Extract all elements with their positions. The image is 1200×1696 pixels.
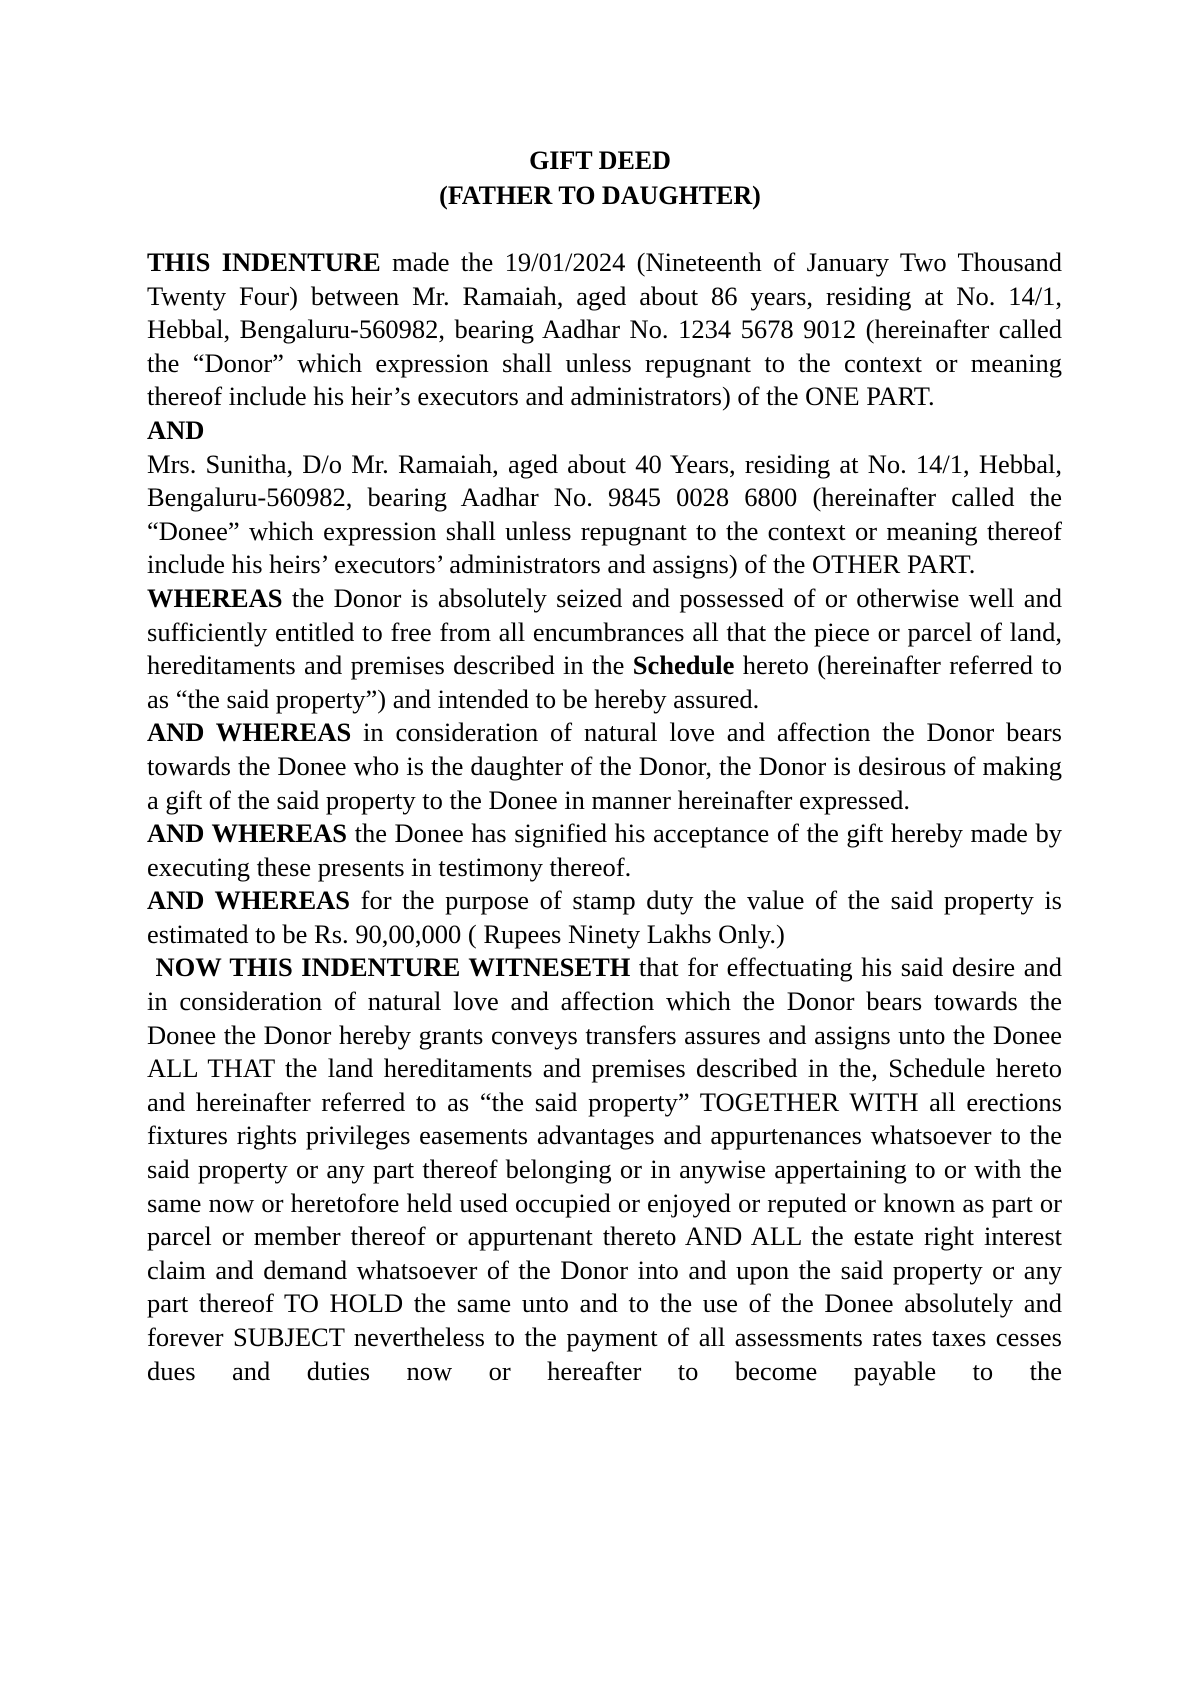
and-whereas-love-text: in consideration of natural love and affection the Donor bears towards the Donee who is the daughter of the Donor, the Donor is desirous of making a gift of the said property to the Donee in manner hereinafter expressed. (147, 717, 1062, 815)
indenture-text: made the 19/01/2024 (Nineteenth of January Two Thousand Twenty Four) between Mr. Ramaiah, aged about 86 years, residing at No. 14/1, Hebbal, Bengaluru-560982, bearing Aadhar No. 1234 5678 9012 (hereinafter called the “Donor” which expression shall unless repugnant to the context or meaning thereof include his heir’s executors and administrators) of the ONE PART. (147, 247, 1062, 412)
paragraph-donee: Mrs. Sunitha, D/o Mr. Ramaiah, aged about 40 Years, residing at No. 14/1, Hebbal, Bengaluru-560982, bearing Aadhar No. 9845 0028 6800 (hereinafter called the “Donee” which expression shall unless repugnant to the context or meaning thereof include his heirs’ executors’ administrators and assigns) of the OTHER PART. (147, 448, 1062, 580)
bold-and-whereas: AND WHEREAS (147, 818, 347, 849)
paragraph-and-whereas-stamp-duty (147, 884, 1062, 951)
paragraph-whereas (147, 582, 1062, 716)
paragraph-and-whereas-love (147, 716, 1062, 817)
document-body (147, 246, 1062, 1388)
paragraph-witneseth (147, 951, 1062, 1388)
whereas-text-a: the Donor is absolutely seized and possessed of or otherwise well and sufficiently entitled to free from all encumbrances all that the piece or parcel of land, hereditaments and premises described in the (147, 582, 1062, 681)
paragraph-indenture (147, 246, 1062, 414)
bold-now-this-indenture-witneseth: NOW THIS INDENTURE WITNESETH (155, 952, 631, 983)
paragraph-and-whereas-acceptance (147, 817, 1062, 884)
bold-and-whereas: AND WHEREAS (147, 717, 352, 748)
bold-this-indenture: THIS INDENTURE (147, 247, 381, 277)
whereas-text-b: hereto (hereinafter referred to as “the said property”) and intended to be hereby assured. (147, 650, 1063, 714)
paragraph-and: AND (147, 414, 205, 445)
document-title (0, 143, 1200, 213)
title-line-gift-deed: GIFT DEED (529, 146, 671, 175)
witneseth-text: that for effectuating his said desire and in consideration of natural love and affection which the Donor bears towards the Donee the Donor hereby grants conveys transfers assures and assigns unto the Donee ALL THAT the land hereditaments and premises described in the, Schedule hereto and hereinafter referred to as “the said property” TOGETHER WITH all erections fixtures rights privileges easements advantages and appurtenances whatsoever to the said property or any part thereof belonging or in anywise appertaining to or with the same now or heretofore held used occupied or enjoyed or reputed or known as part or parcel or member thereof or appurtenant thereto AND ALL the estate right interest claim and demand whatsoever of the Donor into and upon the said property or any part thereof TO HOLD the same unto and to the use of the Donee absolutely and forever SUBJECT nevertheless to the payment of all assessments rates taxes cesses dues and duties now or hereafter to become payable to the (147, 952, 1062, 1386)
and-whereas-acceptance-text: the Donee has signified his acceptance of the gift hereby made by executing these presents in testimony thereof. (147, 818, 1062, 882)
bold-schedule: Schedule (632, 650, 735, 681)
bold-whereas: WHEREAS (147, 582, 283, 613)
and-whereas-stamp-duty-text: for the purpose of stamp duty the value of the said property is estimated to be Rs. 90,00,000 ( Rupees Ninety Lakhs Only.) (147, 885, 1062, 949)
bold-and-whereas: AND WHEREAS (147, 885, 351, 916)
title-line-father-to-daughter: (FATHER TO DAUGHTER) (439, 181, 761, 210)
